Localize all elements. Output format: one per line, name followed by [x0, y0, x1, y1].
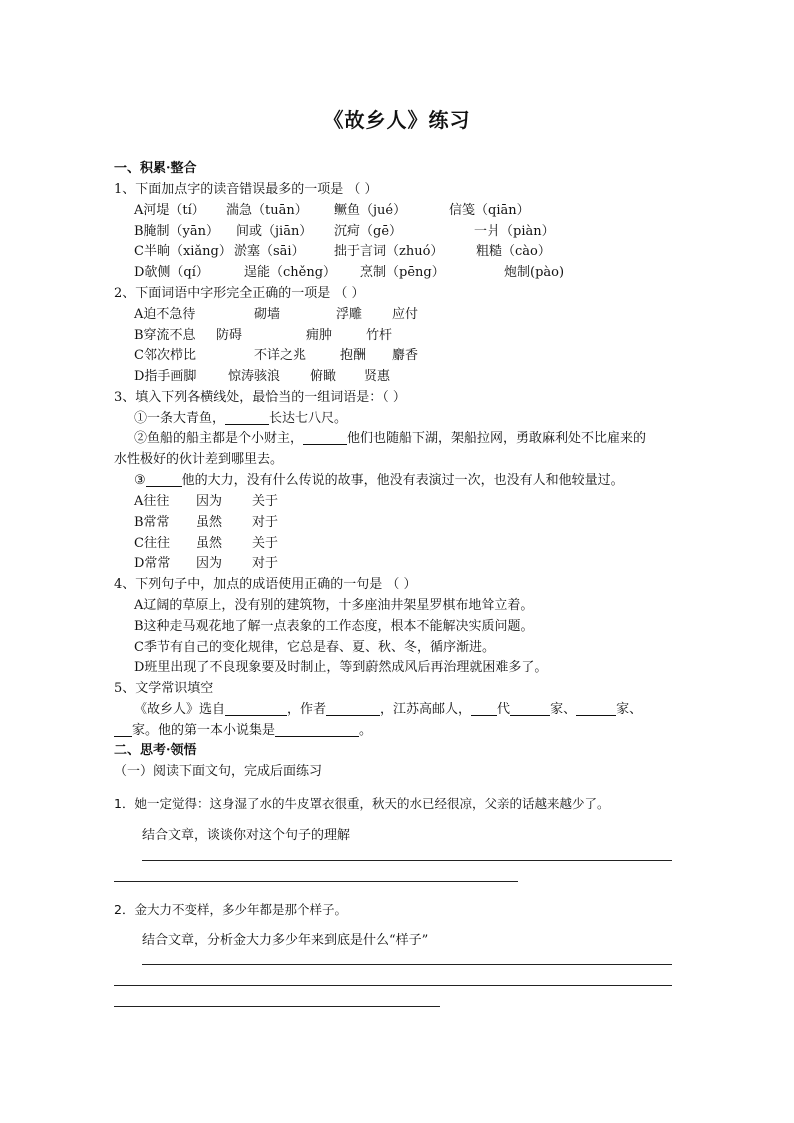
- fill-blank[interactable]: [303, 430, 347, 445]
- question-5-fill-line: 《故乡人》选自 ，作者 ，江苏高邮人， 代 家、 家、: [134, 702, 643, 717]
- answer-line[interactable]: [114, 881, 518, 882]
- fill-blank[interactable]: [225, 701, 287, 716]
- fill-blank[interactable]: [576, 701, 616, 716]
- answer-line[interactable]: [114, 1006, 440, 1007]
- question-4-option-b: B这种走马观花地了解一点表象的工作态度，根本不能解决实质问题。: [134, 619, 534, 634]
- question-4-option-c: C季节有自己的变化规律，它总是春、夏、秋、冬，循序渐进。: [134, 640, 495, 655]
- answer-line[interactable]: [142, 860, 672, 861]
- section-heading-2: 二、思考·领悟: [114, 743, 197, 758]
- worksheet-page: 《故乡人》练习 一、积累·整合 1、下面加点字的读音错误最多的一项是 （ ） A河堤（tí） 湍急（tuān） 鳜鱼（jué） 信笺（qiān） B腌制（yān） 间或（jiān） 沉疴（gē） 一爿（piàn） C半晌（xiǎng） 淤塞（sāi） 拙于言词（zhuó） 粗糙（cào） D欹侧（qí） 逞能（chěng） 烹制（pēng） 炮制(pào) 2、下面词语中字形完全正确的一项是 （ ） A迫不急待 砌墙 浮雕 应付 B穿流不息 防碍 痈肿 竹杆 C邻次栉比 不详之兆 抱酬 麝香 D指手画脚 惊涛骇浪 俯瞰 贤惠 3、填入下列各横线处，最恰当的一组词语是：（ ） ①一条大青鱼， 长达七八尺。 ②鱼船的船主都是个小财主， 他们也随船下湖，架船拉网，勇敢麻利处不比雇来的 水性极好的伙计差到哪里去。 ③ 他的大力，没有什么传说的故事，他没有表演过一次，也没有人和他较量过。 A往往 因为 关于 B常常 虽然 对于 C往往 虽然 关于 D常常 因为 对于 4、下列句子中，加点的成语使用正确的一句是 （ ） A辽阔的草原上，没有别的建筑物，十多座油井架星罗棋布地耸立着。 B这种走马观花地了解一点表象的工作态度，根本不能解决实质问题。 C季节有自己的变化规律，它总是春、夏、秋、冬，循序渐进。 D班里出现了不良现象要及时制止，等到蔚然成风后再治理就困难多了。 5、文学常识填空 《故乡人》选自 ，作者 ，江苏高邮人， 代 家、 家、 家。他的第一本小说集是 。 二、思考·领悟 （一）阅读下面文句，完成后面练习 1．她一定觉得：这身湿了水的牛皮罩衣很重，秋天的水已经很凉，父亲的话越来越少了。 结合文章，谈谈你对这个句子的理解 2．金大力不变样，多少年都是那个样子。 结合文章，分析金大力多少年来到底是什么“样子”: [0, 0, 794, 1123]
- reading-question-1-prompt: 结合文章，谈谈你对这个句子的理解: [142, 828, 351, 843]
- question-3-stem: 3、填入下列各横线处，最恰当的一组词语是：（ ）: [114, 390, 406, 405]
- question-3-sentence-2-cont: 水性极好的伙计差到哪里去。: [114, 452, 284, 467]
- answer-line[interactable]: [114, 985, 672, 986]
- section-heading-1: 一、积累·整合: [114, 161, 197, 176]
- question-3-sentence-1: ①一条大青鱼， 长达七八尺。: [134, 411, 348, 426]
- fill-blank[interactable]: [510, 701, 550, 716]
- question-2-stem: 2、下面词语中字形完全正确的一项是 （ ）: [114, 286, 365, 301]
- fill-blank[interactable]: [275, 722, 359, 737]
- fill-blank[interactable]: [114, 722, 132, 737]
- fill-blank[interactable]: [146, 472, 182, 487]
- question-3-sentence-2: ②鱼船的船主都是个小财主， 他们也随船下湖，架船拉网，勇敢麻利处不比雇来的: [134, 431, 647, 446]
- question-1-stem: 1、下面加点字的读音错误最多的一项是 （ ）: [114, 182, 378, 197]
- reading-instructions: （一）阅读下面文句，完成后面练习: [114, 764, 323, 779]
- reading-question-2-prompt: 结合文章，分析金大力多少年来到底是什么“样子”: [142, 933, 429, 948]
- fill-blank[interactable]: [471, 701, 497, 716]
- reading-question-2: 2．金大力不变样，多少年都是那个样子。: [114, 902, 347, 917]
- question-4-option-d: D班里出现了不良现象要及时制止，等到蔚然成风后再治理就困难多了。: [134, 660, 548, 675]
- question-5-stem: 5、文学常识填空: [114, 681, 214, 696]
- page-title: 《故乡人》练习: [323, 108, 471, 132]
- reading-question-1: 1．她一定觉得：这身湿了水的牛皮罩衣很重，秋天的水已经很凉，父亲的话越来越少了。: [114, 796, 610, 811]
- question-4-stem: 4、下列句子中，加点的成语使用正确的一句是 （ ）: [114, 577, 417, 592]
- question-4-option-a: A辽阔的草原上，没有别的建筑物，十多座油井架星罗棋布地耸立着。: [134, 598, 534, 613]
- fill-blank[interactable]: [326, 701, 380, 716]
- question-5-fill-line-2: 家。他的第一本小说集是 。: [114, 721, 372, 741]
- answer-line[interactable]: [142, 964, 672, 965]
- question-3-sentence-3: ③ 他的大力，没有什么传说的故事，他没有表演过一次，也没有人和他较量过。: [134, 473, 624, 488]
- fill-blank[interactable]: [225, 410, 269, 425]
